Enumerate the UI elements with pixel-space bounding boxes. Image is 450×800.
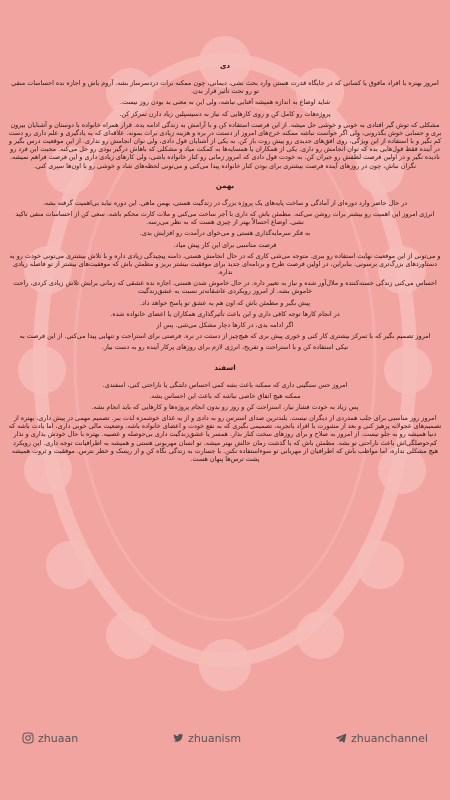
instagram-label: zhuaan (38, 731, 79, 745)
section-bahman (8, 182, 442, 352)
paragraph: امروز روز مناسبی برای جلب همدردی از دیگران نیست. بلندترین صدای استرس رو به دادی و از یه غذای خوشمزه لذت ببر. تصمیم مهمی در پیش داری، بهتره از تصمیم‌های عجولانه پرهیز کنی و بعد از مشورت با افراد باتجربه، تصمیمی بگیری که به نفع خودت و اعضای خانواده باشه. وضعیت مالی خوبی داری، اما یادت باشه که دنیا همیشه رو به جلو نیست. از امروز به صلاح و برای روزهای سخت کنار بذار. همسر یا عشق‌زندگیت داری بی‌حوصله و عصبیه. بهتره با حال خودش بذاری و نذار کم‌حوصلگی‌اش باعث ناراحتی تو بشه. مطمئن باش که با گذشت زمان حالش بهتر میشه. تو انسان مهربونی هستی و همیشه به اطرافیانت توجه داری. این رویکرد هیچ مشکلی نداره، اما مواظب باش که اطرافیان از مهربانی تو سوءاستفاده نکنن. با جسارت به زندگی نگاه کن و از ریسک و خطر نترس. موفقیت و ثروت همیشه پشت ترس‌ها پنهان هست. (8, 414, 442, 464)
telegram-icon (335, 732, 347, 744)
footer-social (0, 728, 450, 748)
horoscope-content (8, 62, 442, 475)
paragraph: و می‌تونی از این موقعیت نهایت استفاده رو ببری. متوجه می‌شی کاری که در حال انجامش هستی، دامنه پیچیدگی زیادی داره و با تلاش بیشتری می‌تونی خودت رو به دستاوردهای بزرگ‌تری برسونی. بنابراین، در اولین فرصت طرح و برنامه‌ای جدید برای موفقیت بیشتر بریز و مطمئن باش که موفقیت‌های بیشتر از تو فاصله زیادی نداره. (9, 251, 441, 277)
paragraph: به فکر سرمایه‌گذاری هستی و می‌خوای درآمدت رو افزایش بدی. (139, 229, 311, 238)
paragraph: پروژه‌هات رو کامل کن و روی کارهایی که نیاز به دسیسپلین زیاد دارن تمرکز کن. (119, 109, 331, 118)
paragraph: امروز حس سنگینی داری که ممکنه باعث بشه کمی احساس دلتنگی یا ناراحتی کنی، اسفندی. (102, 380, 348, 389)
paragraph: انرژی امروز این اهمیت رو بیشتر برات روشن می‌کنه. مطمئن باش که داری با آجر ساخت می‌کنی و ملات کارت محکم باشه. سعی کن از احساسات منفی تاکید نشی. اوضاع احتمالاً بهتر از چیزی هست که به نظر می‌رسه. (15, 209, 435, 227)
section-title: دی (219, 62, 230, 70)
twitter-icon (172, 732, 184, 744)
paragraph: امروز بهتره با افراد مافوق یا کسانی که در جایگاه قدرت هستن وارد بحث نشی، دیمانی، چون ممکنه برات دردسرساز بشه. آروم باش و اجازه نده احساسات منفی تو رو تحت تأثیر قرار بدن. (11, 78, 439, 96)
instagram-icon (22, 732, 34, 744)
paragraph: در حال حاضر وارد دوره‌ای از آمادگی و ساخت پایه‌های یک پروژه بزرگ در زندگیت هستی، بهمن ماهی. این دوره نباید بی‌اهمیت گرفته بشه. (42, 198, 408, 207)
paragraph: پیش بگیر و مطمئن باش که اون هم به عشق تو پاسخ خواهد داد. (139, 298, 311, 307)
section-title: اسفند (214, 363, 236, 372)
section-esfand (8, 364, 442, 464)
paragraph: نیکی استفاده کن و با استراحت و تفریح، انرژی لازم برای روزهای پرکار آینده رو به دست بیار. (101, 343, 349, 352)
paragraph: شاید اوضاع به اندازه همیشه آفتابی نباشه، ولی این به معنی بد بودن روز نیست. (119, 98, 331, 107)
paragraph: پس زیاد به خودت فشار نیار، استراحت کن و روز رو بدون انجام پروژه‌ها و کارهایی که باید انجام بشه. (91, 402, 359, 411)
paragraph: مشکلی که توش گیر افتادی به خوبی و خوشی حل میشه. از این فرصت استفاده کن و با آرامش به زندگی ادامه بده. قرار همراه خانواده با دوستان و آشنایان بیرون بری و حسابی خوش بگذرونی، ولی اگر حواست نباشه ممکنه خرج‌های امروز از دستت در بره و هزینه زیادی برات بمونه. علاقه‌ای که به یادگیری و علم داری رو دست کم نگیر و با استفاده از این ویژگی، روی افق‌های جدیدی رو پیش روت باز کن. به یکی از آشنایان قول دادی، ولی توان انجامش رو نداری. از این موقعیت درس بگیر و در آینده فقط قول‌هایی بده که توان انجامش رو داری. یکی از همکاران یا همسایه‌ها به کمکت میاد و مشکلی که باهاش درگیر بودی رو حل می‌کنه. محبت این فرد رو نادیده نگیر و در اولین فرصت لطفش رو جبران کن. به خودت قول دادی که امروز زمانی رو کنار خانواده باشی، ولی کارهای زیادی داری و این فرصت فراهم نمیشه. نگران نباش، چون در روزهای آینده فرصت بیشتری برای بودن کنار خانواده پیدا می‌کنی و می‌تونی لحظه‌های شاد و خوشی رو با اون‌ها سپری کنی. (8, 120, 442, 170)
instagram-handle[interactable] (22, 732, 78, 745)
twitter-label: zhuanism (188, 731, 242, 745)
paragraph: فرصت مناسبی برای این کار پیش میاد. (173, 240, 277, 249)
paragraph: اگر ادامه بدی، در کارها دچار مشکل می‌شی. پس از (156, 321, 294, 330)
paragraph: امروز تصمیم بگیر که با تمرکز بیشتری کار کنی و خوری پیش بری که هیچ‌چیز از دستت در نره. فرصتی برای استراحت و تنهایی پیدا می‌کنی. از این فرصت به (19, 332, 431, 341)
twitter-handle[interactable] (172, 732, 241, 745)
section-title: بهمن (215, 181, 235, 190)
section-dey (8, 62, 442, 170)
telegram-handle[interactable] (335, 732, 428, 745)
telegram-label: zhuanchannel (351, 731, 428, 745)
paragraph: احساس می‌کنی زندگی خسته‌کننده و ملال‌آور شده و نیاز به تغییر داره. در حال خاموش شدن هستی، اجازه نده عشقی که زمانی برایش تلاش زیادی کردی، راحت خاموش بشه. از امروز رویکردی عاشقانه‌تر نسبت به عشق‌زندگیت (13, 279, 437, 296)
paragraph: ممکنه هیچ اتفاق خاصی نباشه که باعث این احساس بشه. (149, 391, 301, 400)
paragraph: در انجام کارها توجه کافی داری و این باعث تأثیرگذاری همکاران یا اعضای خانواده شده. (110, 309, 340, 318)
